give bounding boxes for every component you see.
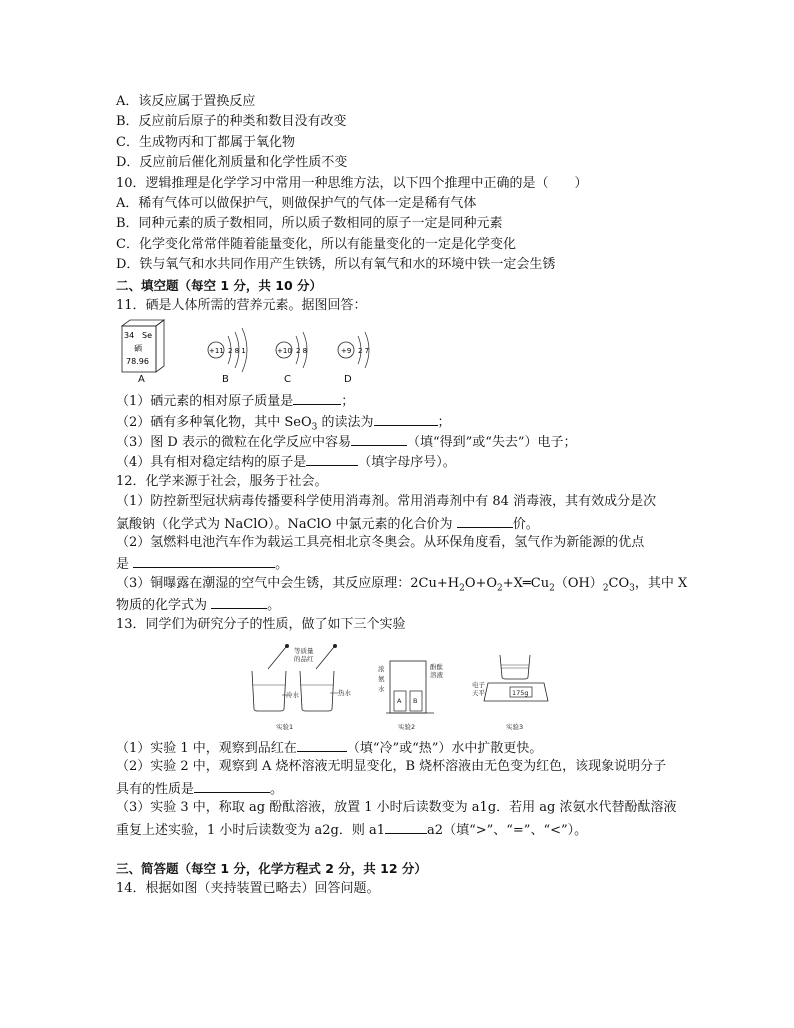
section-3-title: 三、简答题（每空 1 分，化学方程式 2 分，共 12 分）: [116, 860, 427, 876]
svg-text:+11: +11: [209, 347, 224, 356]
svg-text:氨: 氨: [378, 674, 385, 683]
q13-figure-svg: [238, 639, 558, 735]
svg-text:浓: 浓: [378, 664, 385, 673]
svg-text:实验2: 实验2: [398, 722, 416, 731]
section-gap: [116, 839, 716, 859]
q9-option-a: A．该反应属于置换反应: [116, 94, 256, 109]
figure-label-a: A: [138, 374, 145, 386]
q12-part-3-line-1: （3）铜曝露在潮湿的空气中会生锈，其反应原理：$2Cu+H_2O+O_2+X═Cu_2(OH)_2CO_3$，其中 X: [116, 575, 688, 594]
element-symbol: Se: [142, 331, 152, 341]
figure-label-d: D: [344, 374, 352, 386]
q12-part-1-line-2: 氯酸钠（化学式为 NaClO）。NaClO 中氯元素的化合价为 价。: [116, 513, 716, 533]
q13-part-1: （1）实验 1 中，观察到品红在 （填“冷”或“热”）水中扩散更快。: [116, 737, 716, 757]
answer-blank[interactable]: [133, 553, 275, 568]
answer-blank[interactable]: [385, 819, 427, 834]
atom-diagram-b: [208, 328, 247, 372]
q12-part-1-line-1: （1）防控新型冠状病毒传播要科学使用消毒剂。常用消毒剂中有 84 消毒液，其有效成分是次: [116, 494, 657, 510]
q13-part-2-line-1: （2）实验 2 中，观察到 A 烧杯溶液无明显变化，B 烧杯溶液由无色变为红色，该现象说明分子: [116, 759, 667, 775]
answer-blank[interactable]: [457, 513, 513, 528]
element-box: [122, 320, 164, 372]
q9-option-c: C．生成物丙和丁都属于氧化物: [116, 134, 295, 150]
svg-text:2 8 1: 2 8 1: [228, 347, 246, 356]
svg-text:实验1: 实验1: [276, 722, 294, 731]
q13-figure: [116, 639, 716, 735]
q11-part-3: （3）图 D 表示的微粒在化学反应中容易 （填“得到”或“失去”）电子；: [116, 431, 716, 451]
q9-option-d: D．反应前后催化剂质量和化学性质不变: [116, 155, 348, 171]
q9-option-b: B．反应前后原子的种类和数目没有改变: [116, 114, 347, 130]
q11-figure-svg: [116, 318, 416, 390]
answer-blank[interactable]: [211, 594, 267, 609]
svg-text:等质量: 等质量: [294, 646, 314, 655]
q12-part-2-line-1: （2）氢燃料电池汽车作为载运工具亮相北京冬奥会。从环保角度看，氢气作为新能源的优点: [116, 535, 645, 551]
exam-page: [116, 92, 716, 900]
answer-blank[interactable]: [194, 778, 270, 793]
atom-diagram-c: [276, 332, 307, 368]
svg-text:酚酞: 酚酞: [430, 662, 443, 671]
svg-text:实验3: 实验3: [506, 722, 524, 731]
q10-option-a: A．稀有气体可以做保护气，则做保护气的气体一定是稀有气体: [116, 195, 477, 211]
svg-text:+10: +10: [277, 347, 292, 356]
answer-blank[interactable]: [297, 737, 347, 752]
atom-diagram-d: [338, 332, 369, 368]
q12-stem: 12．化学来源于社会，服务于社会。: [116, 473, 328, 489]
q13-part-2-line-2: 具有的性质是 。: [116, 778, 716, 798]
experiment-2: [378, 661, 444, 731]
q11-figure: [116, 318, 716, 390]
answer-blank[interactable]: [374, 411, 438, 426]
q11-part-2: （2）硒有多种氧化物，其中 SeO$_3$ 的读法为 ；: [116, 411, 716, 431]
svg-text:电子: 电子: [472, 680, 485, 689]
element-name: 硒: [134, 344, 142, 354]
svg-text:天平: 天平: [472, 688, 485, 697]
svg-text:水: 水: [378, 684, 385, 693]
q14-stem: 14．根据如图（夹持装置已略去）回答问题。: [116, 881, 380, 897]
svg-text:冷水: 冷水: [286, 690, 299, 699]
experiment-3: [472, 655, 548, 731]
answer-blank[interactable]: [293, 390, 341, 405]
q10-option-b: B．同种元素的质子数相同，所以质子数相同的原子一定是同种元素: [116, 216, 503, 232]
q10-option-c: C．化学变化常常伴随着能量变化，所以有能量变化的一定是化学变化: [116, 236, 516, 252]
q13-stem: 13．同学们为研究分子的性质，做了如下三个实验: [116, 616, 406, 632]
figure-label-c: C: [284, 374, 291, 386]
section-2-title: 二、填空题（每空 1 分，共 10 分）: [116, 277, 323, 293]
svg-text:的品红: 的品红: [294, 654, 314, 663]
figure-label-b: B: [222, 374, 229, 386]
q13-part-3-line-2: 重复上述实验，1 小时后读数变为 a2g．则 a1 a2（填“>”、“=”、“<”）。: [116, 819, 716, 839]
element-number: 34: [124, 331, 135, 341]
svg-text:2 7: 2 7: [358, 347, 370, 356]
svg-text:热水: 热水: [338, 688, 351, 697]
element-mass: 78.96: [126, 357, 149, 367]
svg-text:B: B: [413, 696, 418, 705]
svg-text:175g: 175g: [512, 688, 529, 697]
q11-part-1: （1）硒元素的相对原子质量是 ；: [116, 390, 716, 410]
q11-stem: 11．硒是人体所需的营养元素。据图回答：: [116, 297, 367, 313]
q10-stem: 10．逻辑推理是化学学习中常用一种思维方法，以下四个推理中正确的是（ ）: [116, 175, 588, 191]
q10-option-d: D．铁与氧气和水共同作用产生铁锈，所以有氧气和水的环境中铁一定会生锈: [116, 257, 556, 273]
q12-part-2-line-2: 是 。: [116, 553, 716, 573]
q11-part-4: （4）具有相对稳定结构的原子是 （填字母序号）。: [116, 451, 716, 471]
svg-text:2 8: 2 8: [296, 347, 308, 356]
svg-text:溶液: 溶液: [430, 670, 443, 679]
experiment-1: [252, 644, 352, 731]
answer-blank[interactable]: [306, 451, 358, 466]
q13-part-3-line-1: （3）实验 3 中，称取 ag 酚酞溶液，放置 1 小时后读数变为 a1g．若用 ag 浓氨水代替酚酞溶液: [116, 800, 677, 816]
svg-text:+9: +9: [341, 347, 352, 356]
answer-blank[interactable]: [351, 431, 407, 446]
q12-part-3-line-2: 物质的化学式为 。: [116, 594, 716, 614]
svg-text:A: A: [397, 696, 402, 705]
